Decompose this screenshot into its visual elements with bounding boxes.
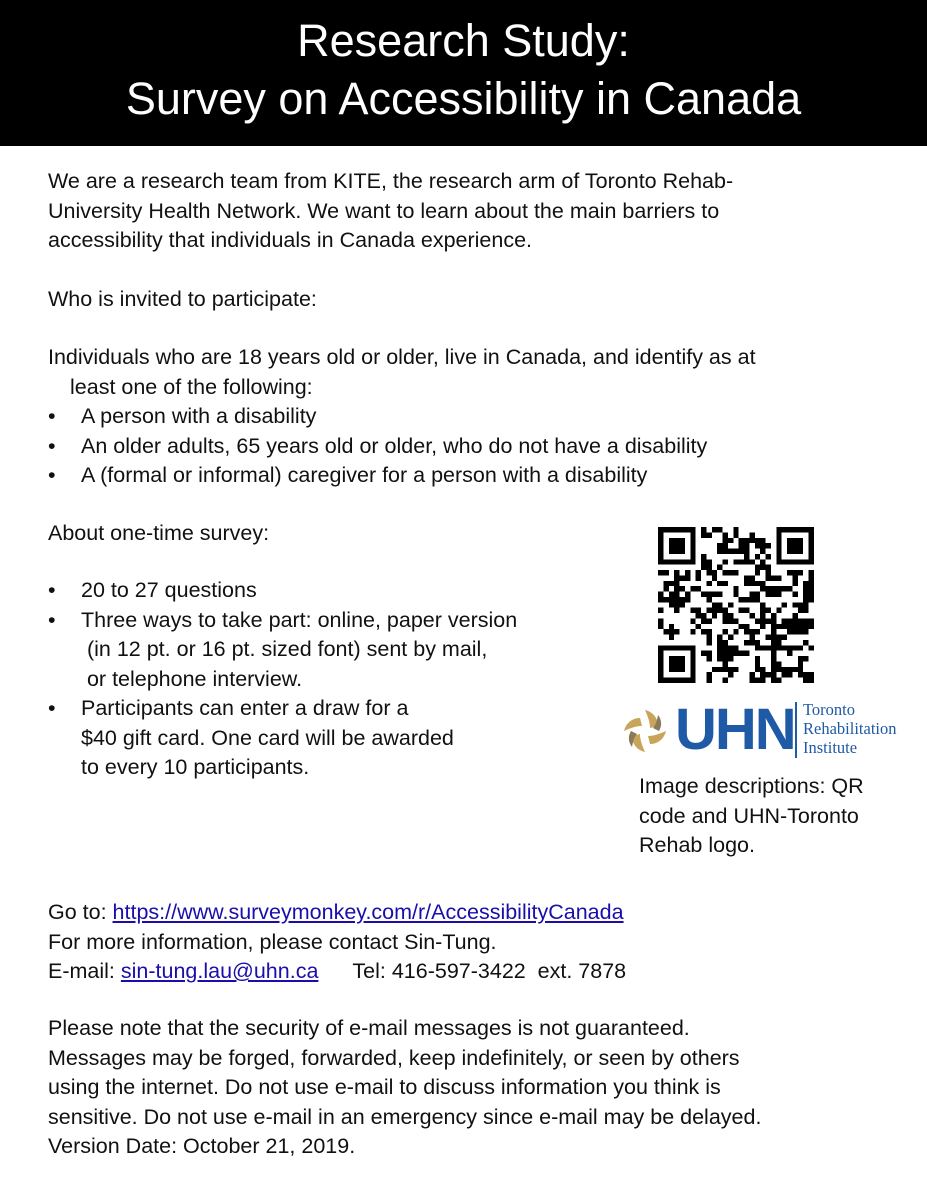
institute-line: Rehabilitation: [803, 719, 897, 738]
bullet-icon: •: [48, 463, 56, 487]
qr-code-icon[interactable]: [658, 527, 814, 683]
list-item-text: Three ways to take part: online, paper version: [81, 607, 518, 632]
list-item-text: Participants can enter a draw for a: [81, 696, 409, 720]
survey-details-list: [48, 576, 517, 783]
email-security-notice: [48, 1014, 761, 1162]
list-item: [48, 432, 707, 462]
institute-line: Institute: [803, 738, 858, 757]
list-item-text: A person with a disability: [81, 404, 317, 428]
bullet-icon: •: [48, 433, 56, 458]
list-item-text: An older adults, 65 years old or older, who do not have a disability: [81, 433, 708, 458]
list-item-text: A (formal or informal) caregiver for a person with a disability: [81, 463, 648, 487]
notice-line: Messages may be forged, forwarded, keep indefinitely, or seen by others: [48, 1045, 740, 1070]
more-info-line: For more information, please contact Sin-Tung.: [48, 929, 497, 954]
header-banner: [0, 0, 927, 146]
survey-heading: About one-time survey:: [48, 521, 270, 545]
title-line-2: Survey on Accessibility in Canada: [125, 73, 802, 124]
email-link[interactable]: sin-tung.lau@uhn.ca: [120, 959, 319, 983]
notice-line: Please note that the security of e-mail messages is not guaranteed.: [48, 1016, 690, 1040]
eligible-groups-list: [48, 402, 707, 491]
uhn-swirl-icon: [620, 706, 670, 756]
list-item-text: $40 gift card. One card will be awarded: [81, 725, 454, 750]
image-description: [639, 772, 864, 861]
email-line: [48, 957, 626, 987]
contact-section: [48, 898, 626, 987]
institute-name: [803, 700, 896, 757]
title-line-1: Research Study:: [297, 15, 630, 66]
survey-link[interactable]: https://www.surveymonkey.com/r/AccessibilityCanada: [112, 900, 624, 924]
image-description-line: Image descriptions: QR: [639, 774, 864, 798]
list-item-text: or telephone interview.: [81, 666, 303, 691]
bullet-icon: •: [48, 696, 56, 720]
uhn-wordmark: UHN: [675, 697, 795, 762]
list-item: [48, 576, 517, 606]
list-item: [48, 694, 517, 783]
institute-line: Toronto: [803, 700, 856, 719]
eligibility-line: least one of the following:: [70, 374, 313, 399]
image-description-line: Rehab logo.: [639, 833, 755, 857]
logo-divider: [795, 702, 797, 758]
intro-line: accessibility that individuals in Canada experience.: [48, 228, 533, 252]
email-label: E-mail:: [48, 959, 121, 983]
image-description-line: code and UHN-Toronto: [639, 803, 859, 828]
notice-line: sensitive. Do not use e-mail in an emergency since e-mail may be delayed.: [48, 1104, 762, 1129]
intro-line: University Health Network. We want to learn about the main barriers to: [48, 198, 720, 223]
telephone-number: Tel: 416-597-3422 ext. 7878: [352, 959, 627, 983]
eligibility-line: Individuals who are 18 years old or older, live in Canada, and identify as at: [48, 345, 756, 369]
invited-heading: Who is invited to participate:: [48, 287, 317, 311]
list-item-text: 20 to 27 questions: [81, 578, 257, 602]
intro-line: We are a research team from KITE, the research arm of Toronto Rehab-: [48, 169, 734, 193]
bullet-icon: •: [48, 404, 56, 428]
list-item-text: (in 12 pt. or 16 pt. sized font) sent by mail,: [81, 637, 488, 661]
list-item: [48, 461, 707, 491]
eligibility-text: [48, 343, 756, 402]
goto-label: Go to:: [48, 900, 113, 924]
list-item: [48, 606, 517, 695]
goto-line: [48, 898, 626, 928]
notice-line: using the internet. Do not use e-mail to discuss information you think is: [48, 1075, 721, 1099]
uhn-toronto-rehab-logo: [620, 696, 920, 764]
bullet-icon: •: [48, 578, 56, 602]
version-date: Version Date: October 21, 2019.: [48, 1134, 356, 1158]
list-item-text: to every 10 participants.: [81, 755, 310, 779]
list-item: [48, 402, 707, 432]
bullet-icon: •: [48, 607, 56, 632]
intro-paragraph: [48, 167, 733, 256]
